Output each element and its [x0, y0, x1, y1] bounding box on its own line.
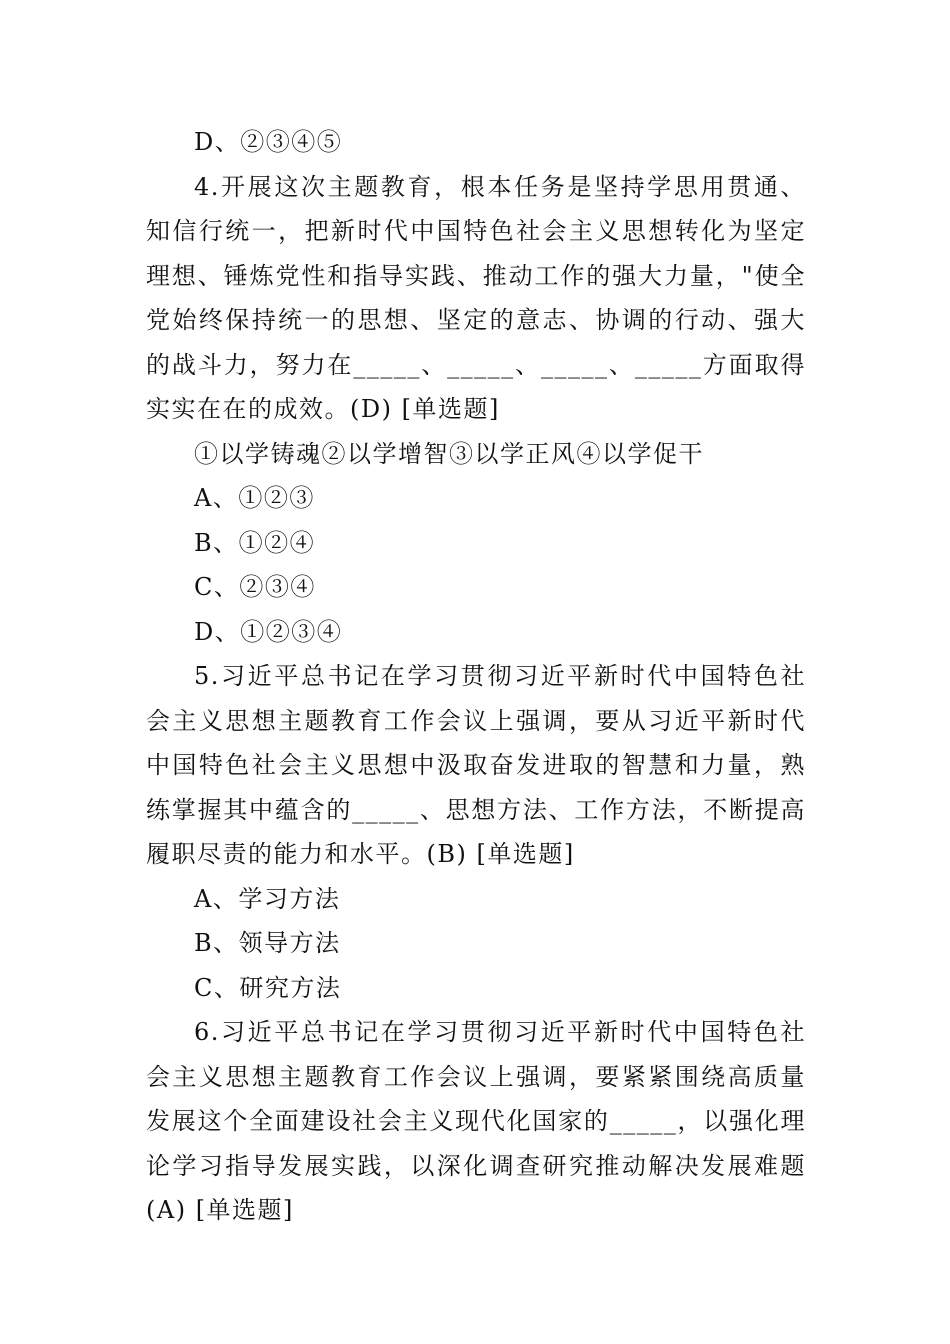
document-body	[146, 120, 806, 1233]
answer-option-b: B、领导方法	[194, 929, 341, 957]
question-4: 4.开展这次主题教育，根本任务是坚持学思用贯通、知信行统一，把新时代中国特色社会主义思想转化为坚定理想、锤炼党性和指导实践、推动工作的强大力量，"使全党始终保持统一的思想、坚定的意志、协调的行动、强大的战斗力，努力在_____、_____、_____、_____方面取得实实在在的成效。(D) [单选题]	[146, 172, 806, 423]
answer-option-d: D、①②③④	[194, 617, 343, 646]
question-5: 5.习近平总书记在学习贯彻习近平新时代中国特色社会主义思想主题教育工作会议上强调，要从习近平新时代中国特色社会主义思想中汲取奋发进取的智慧和力量，熟练掌握其中蕴含的_____、思想方法、工作方法，不断提高履职尽责的能力和水平。(B) [单选题]	[146, 662, 806, 868]
question-4-statements: ①以学铸魂②以学增智③以学正风④以学促干	[194, 439, 704, 468]
answer-option-d: D、②③④⑤	[194, 128, 343, 156]
answer-option-a: A、学习方法	[194, 884, 341, 913]
answer-option-c: C、研究方法	[194, 973, 342, 1002]
answer-option-a: A、①②③	[194, 484, 315, 512]
answer-option-c: C、②③④	[194, 573, 316, 601]
answer-option-b: B、①②④	[194, 528, 316, 557]
question-6: 6.习近平总书记在学习贯彻习近平新时代中国特色社会主义思想主题教育工作会议上强调，要紧紧围绕高质量发展这个全面建设社会主义现代化国家的_____，以强化理论学习指导发展实践，以深化调查研究推动解决发展难题(A) [单选题]	[146, 1018, 806, 1224]
